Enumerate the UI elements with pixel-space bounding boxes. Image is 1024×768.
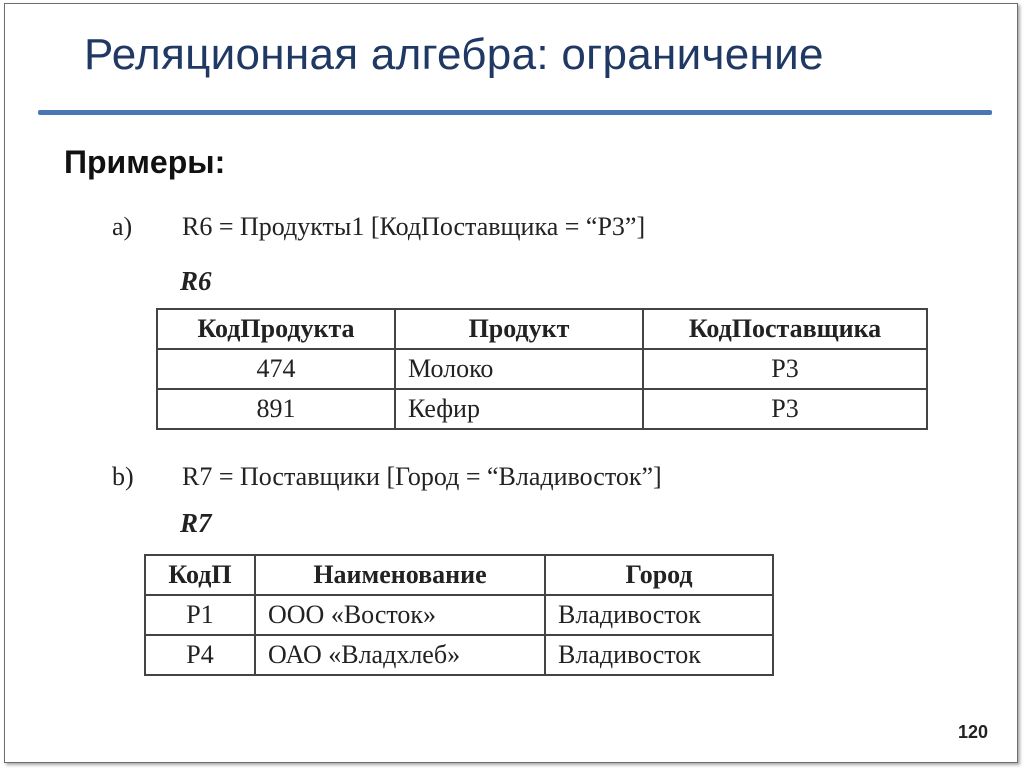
table-cell: Владивосток: [545, 595, 773, 635]
table-cell: Владивосток: [545, 635, 773, 675]
column-header: КодПродукта: [157, 309, 395, 349]
table-cell: 891: [157, 389, 395, 429]
column-header: Продукт: [395, 309, 643, 349]
title-divider: [38, 110, 992, 115]
example-b-letter: b): [112, 462, 134, 491]
column-header: Город: [545, 555, 773, 595]
table-cell: Кефир: [395, 389, 643, 429]
table-cell: P3: [643, 349, 927, 389]
table-cell: 474: [157, 349, 395, 389]
table-row: [157, 389, 927, 429]
relation-r7-name: R7: [180, 508, 212, 538]
table-cell: P3: [643, 389, 927, 429]
table-row: [157, 349, 927, 389]
relation-r6-name: R6: [180, 266, 212, 296]
table-header-row: [157, 309, 927, 349]
table-row: [145, 595, 773, 635]
table-cell: P4: [145, 635, 255, 675]
example-b-formula: R7 = Поставщики [Город = “Владивосток”]: [182, 462, 662, 491]
example-a-expression: [112, 212, 645, 242]
example-a-letter: a): [112, 212, 133, 241]
table-cell: P1: [145, 595, 255, 635]
table-cell: Молоко: [395, 349, 643, 389]
table-header-row: [145, 555, 773, 595]
table-row: [145, 635, 773, 675]
page-number: 120: [957, 722, 988, 742]
slide-title: Реляционная алгебра: ограничение: [84, 30, 824, 79]
column-header: КодПоставщика: [643, 309, 927, 349]
examples-heading: Примеры:: [64, 144, 226, 180]
relation-r6-table: [156, 308, 928, 430]
relation-r7-table: [144, 554, 774, 676]
example-b-expression: [112, 462, 662, 492]
column-header: Наименование: [255, 555, 545, 595]
example-a-formula: R6 = Продукты1 [КодПоставщика = “P3”]: [182, 212, 646, 241]
table-cell: ОАО «Владхлеб»: [255, 635, 545, 675]
column-header: КодП: [145, 555, 255, 595]
table-cell: ООО «Восток»: [255, 595, 545, 635]
